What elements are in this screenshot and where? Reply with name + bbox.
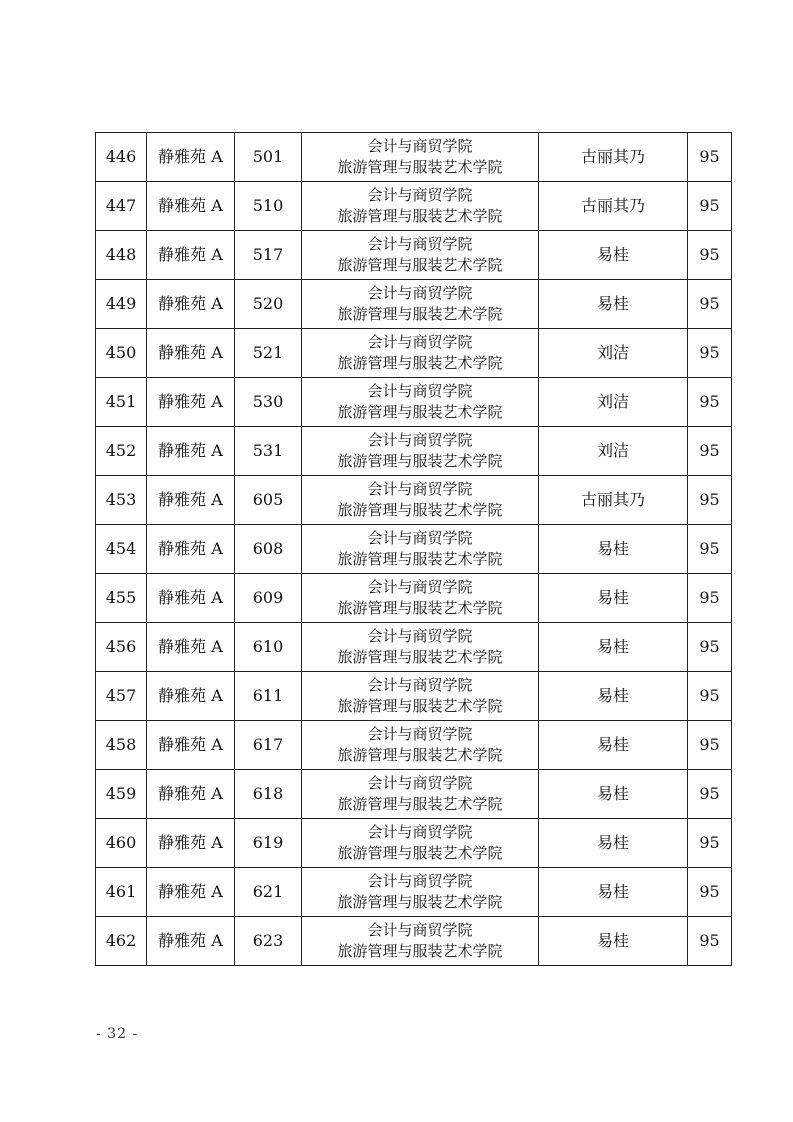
table-row: [96, 378, 732, 427]
score-cell: 95: [688, 182, 732, 231]
college-line-1: 会计与商贸学院: [367, 333, 473, 351]
college-cell: [302, 378, 539, 427]
building-cell: 静雅苑 A: [147, 672, 235, 721]
college-line-1: 会计与商贸学院: [367, 235, 473, 253]
table-row: [96, 770, 732, 819]
college-cell: [302, 868, 539, 917]
building-cell: 静雅苑 A: [147, 623, 235, 672]
room-cell: 618: [235, 770, 302, 819]
college-cell: [302, 672, 539, 721]
college-line-1: 会计与商贸学院: [367, 725, 473, 743]
table-row: [96, 917, 732, 966]
building-cell: 静雅苑 A: [147, 819, 235, 868]
person-cell: 易桂: [539, 868, 688, 917]
room-cell: 605: [235, 476, 302, 525]
college-line-1: 会计与商贸学院: [367, 431, 473, 449]
table-row: [96, 574, 732, 623]
score-cell: 95: [688, 133, 732, 182]
person-cell: 易桂: [539, 574, 688, 623]
person-cell: 刘洁: [539, 427, 688, 476]
college-line-2: 旅游管理与服装艺术学院: [337, 648, 503, 666]
college-line-2: 旅游管理与服装艺术学院: [337, 599, 503, 617]
room-cell: 517: [235, 231, 302, 280]
table-body: [96, 133, 732, 966]
person-cell: 易桂: [539, 525, 688, 574]
college-cell: [302, 917, 539, 966]
college-line-1: 会计与商贸学院: [367, 186, 473, 204]
row-number-cell: 452: [96, 427, 147, 476]
score-cell: 95: [688, 476, 732, 525]
room-cell: 609: [235, 574, 302, 623]
college-line-1: 会计与商贸学院: [367, 480, 473, 498]
person-cell: 易桂: [539, 672, 688, 721]
college-line-2: 旅游管理与服装艺术学院: [337, 207, 503, 225]
row-number-cell: 449: [96, 280, 147, 329]
college-line-2: 旅游管理与服装艺术学院: [337, 795, 503, 813]
room-cell: 619: [235, 819, 302, 868]
table-row: [96, 329, 732, 378]
college-cell: [302, 525, 539, 574]
row-number-cell: 453: [96, 476, 147, 525]
college-line-1: 会计与商贸学院: [367, 774, 473, 792]
college-line-1: 会计与商贸学院: [367, 627, 473, 645]
room-cell: 501: [235, 133, 302, 182]
row-number-cell: 454: [96, 525, 147, 574]
table-row: [96, 231, 732, 280]
college-cell: [302, 623, 539, 672]
row-number-cell: 457: [96, 672, 147, 721]
row-number-cell: 455: [96, 574, 147, 623]
score-cell: 95: [688, 623, 732, 672]
building-cell: 静雅苑 A: [147, 525, 235, 574]
college-line-2: 旅游管理与服装艺术学院: [337, 452, 503, 470]
person-cell: 易桂: [539, 819, 688, 868]
college-line-2: 旅游管理与服装艺术学院: [337, 550, 503, 568]
table-row: [96, 182, 732, 231]
building-cell: 静雅苑 A: [147, 329, 235, 378]
college-line-1: 会计与商贸学院: [367, 921, 473, 939]
building-cell: 静雅苑 A: [147, 378, 235, 427]
person-cell: 刘洁: [539, 329, 688, 378]
row-number-cell: 447: [96, 182, 147, 231]
college-cell: [302, 133, 539, 182]
college-line-1: 会计与商贸学院: [367, 284, 473, 302]
college-cell: [302, 721, 539, 770]
college-cell: [302, 231, 539, 280]
building-cell: 静雅苑 A: [147, 868, 235, 917]
building-cell: 静雅苑 A: [147, 182, 235, 231]
page-number: - 32 -: [96, 1026, 139, 1042]
score-cell: 95: [688, 427, 732, 476]
college-cell: [302, 819, 539, 868]
college-cell: [302, 280, 539, 329]
room-cell: 608: [235, 525, 302, 574]
person-cell: 易桂: [539, 721, 688, 770]
college-line-2: 旅游管理与服装艺术学院: [337, 501, 503, 519]
table-row: [96, 525, 732, 574]
score-cell: 95: [688, 819, 732, 868]
college-cell: [302, 574, 539, 623]
table-row: [96, 427, 732, 476]
table-row: [96, 868, 732, 917]
person-cell: 易桂: [539, 770, 688, 819]
room-cell: 520: [235, 280, 302, 329]
room-cell: 510: [235, 182, 302, 231]
college-cell: [302, 770, 539, 819]
college-line-1: 会计与商贸学院: [367, 382, 473, 400]
row-number-cell: 461: [96, 868, 147, 917]
person-cell: 易桂: [539, 231, 688, 280]
score-cell: 95: [688, 525, 732, 574]
college-line-2: 旅游管理与服装艺术学院: [337, 158, 503, 176]
college-cell: [302, 329, 539, 378]
building-cell: 静雅苑 A: [147, 231, 235, 280]
college-cell: [302, 182, 539, 231]
building-cell: 静雅苑 A: [147, 280, 235, 329]
dormitory-score-table: [95, 132, 732, 966]
score-cell: 95: [688, 917, 732, 966]
college-line-2: 旅游管理与服装艺术学院: [337, 256, 503, 274]
table-row: [96, 721, 732, 770]
college-line-2: 旅游管理与服装艺术学院: [337, 844, 503, 862]
person-cell: 古丽其乃: [539, 476, 688, 525]
college-line-1: 会计与商贸学院: [367, 529, 473, 547]
building-cell: 静雅苑 A: [147, 770, 235, 819]
person-cell: 易桂: [539, 280, 688, 329]
building-cell: 静雅苑 A: [147, 917, 235, 966]
score-cell: 95: [688, 672, 732, 721]
score-cell: 95: [688, 280, 732, 329]
score-cell: 95: [688, 868, 732, 917]
room-cell: 611: [235, 672, 302, 721]
score-cell: 95: [688, 770, 732, 819]
person-cell: 刘洁: [539, 378, 688, 427]
table-row: [96, 133, 732, 182]
building-cell: 静雅苑 A: [147, 427, 235, 476]
table-row: [96, 672, 732, 721]
room-cell: 521: [235, 329, 302, 378]
row-number-cell: 460: [96, 819, 147, 868]
score-cell: 95: [688, 329, 732, 378]
score-cell: 95: [688, 721, 732, 770]
college-line-2: 旅游管理与服装艺术学院: [337, 305, 503, 323]
college-line-2: 旅游管理与服装艺术学院: [337, 354, 503, 372]
room-cell: 617: [235, 721, 302, 770]
table-row: [96, 280, 732, 329]
score-cell: 95: [688, 378, 732, 427]
row-number-cell: 458: [96, 721, 147, 770]
college-line-1: 会计与商贸学院: [367, 823, 473, 841]
college-line-2: 旅游管理与服装艺术学院: [337, 697, 503, 715]
person-cell: 易桂: [539, 623, 688, 672]
college-cell: [302, 427, 539, 476]
row-number-cell: 451: [96, 378, 147, 427]
person-cell: 古丽其乃: [539, 182, 688, 231]
college-line-1: 会计与商贸学院: [367, 137, 473, 155]
college-line-1: 会计与商贸学院: [367, 578, 473, 596]
table-row: [96, 623, 732, 672]
person-cell: 古丽其乃: [539, 133, 688, 182]
score-cell: 95: [688, 231, 732, 280]
row-number-cell: 446: [96, 133, 147, 182]
college-line-2: 旅游管理与服装艺术学院: [337, 746, 503, 764]
row-number-cell: 462: [96, 917, 147, 966]
row-number-cell: 456: [96, 623, 147, 672]
row-number-cell: 450: [96, 329, 147, 378]
row-number-cell: 448: [96, 231, 147, 280]
score-cell: 95: [688, 574, 732, 623]
table-row: [96, 819, 732, 868]
building-cell: 静雅苑 A: [147, 721, 235, 770]
college-line-2: 旅游管理与服装艺术学院: [337, 942, 503, 960]
college-line-1: 会计与商贸学院: [367, 676, 473, 694]
row-number-cell: 459: [96, 770, 147, 819]
college-line-2: 旅游管理与服装艺术学院: [337, 893, 503, 911]
building-cell: 静雅苑 A: [147, 476, 235, 525]
college-line-2: 旅游管理与服装艺术学院: [337, 403, 503, 421]
room-cell: 621: [235, 868, 302, 917]
building-cell: 静雅苑 A: [147, 574, 235, 623]
building-cell: 静雅苑 A: [147, 133, 235, 182]
room-cell: 531: [235, 427, 302, 476]
room-cell: 623: [235, 917, 302, 966]
college-line-1: 会计与商贸学院: [367, 872, 473, 890]
room-cell: 610: [235, 623, 302, 672]
table-row: [96, 476, 732, 525]
person-cell: 易桂: [539, 917, 688, 966]
room-cell: 530: [235, 378, 302, 427]
college-cell: [302, 476, 539, 525]
